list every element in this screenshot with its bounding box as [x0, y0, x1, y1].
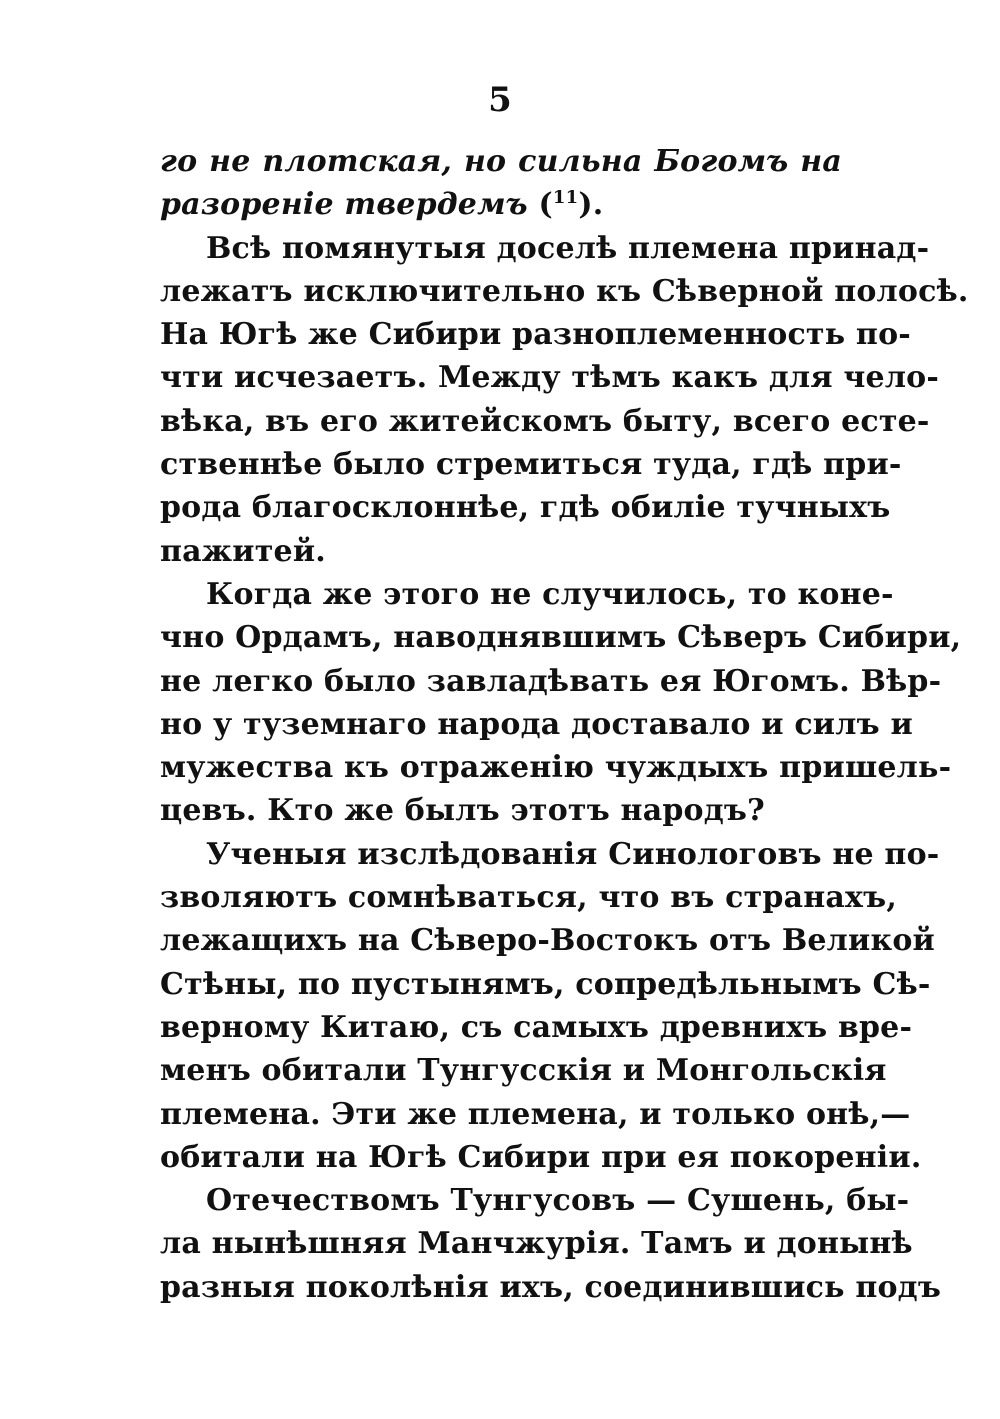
text-line: Отечествомъ Тунгусовъ — Сушень, бы- — [206, 1183, 910, 1219]
text-line: пажитей. — [160, 533, 326, 569]
text-line: вѣка, въ его житейскомъ быту, всего есте- — [160, 403, 930, 439]
text-line: мужества къ отраженiю чуждыхъ пришель- — [160, 750, 952, 786]
text-line: Стѣны, по пустынямъ, сопредѣльнымъ Сѣ- — [160, 966, 931, 1002]
text-line — [160, 183, 842, 226]
text-line: цевъ. Кто же былъ этотъ народъ? — [160, 793, 765, 829]
text-line: но у туземнаго народа доставало и силъ и — [160, 706, 913, 742]
page-number: 5 — [488, 80, 512, 120]
text-line: обитали на Югѣ Сибири при ея покоренiи. — [160, 1139, 922, 1175]
text-line: ственнѣе было стремиться туда, гдѣ при- — [160, 447, 902, 483]
footnote-open: ( — [527, 187, 553, 223]
text-line: чти исчезаетъ. Между тѣмъ какъ для чело- — [160, 360, 940, 396]
text-line: племена. Эти же племена, и только онѣ,— — [160, 1096, 911, 1132]
text-line: го не плотская, но сильна Богомъ на — [160, 144, 842, 179]
page-text — [160, 140, 969, 1309]
text-line: верному Китаю, съ самыхъ древнихъ вре- — [160, 1009, 913, 1045]
text-line: лежатъ исключительно къ Сѣверной полосѣ. — [160, 273, 969, 309]
text-line: Всѣ помянутыя доселѣ племена принад- — [206, 230, 930, 266]
footnote-close: ). — [578, 187, 604, 223]
text-line: зволяютъ сомнѣваться, что въ странахъ, — [160, 880, 897, 916]
text-fragment: разоренiе твердемъ — [160, 187, 528, 223]
text-line: лежащихъ на Сѣверо-Востокъ отъ Великой — [160, 923, 935, 959]
text-line: менъ обитали Тунгусскiя и Монгольскiя — [160, 1053, 887, 1089]
text-line: Когда же этого не случилось, то коне- — [206, 576, 894, 612]
footnote-reference: 11 — [552, 187, 579, 209]
text-line: не легко было завладѣвать ея Югомъ. Вѣр- — [160, 663, 942, 699]
text-line: чно Ордамъ, наводнявшимъ Сѣверъ Сибири, — [160, 620, 962, 656]
text-line: На Югѣ же Сибири разноплеменность по- — [160, 317, 911, 353]
text-line: рода благосклоннѣе, гдѣ обилiе тучныхъ — [160, 490, 891, 526]
text-line: Ученыя изслѣдованiя Синологовъ не по- — [206, 836, 940, 872]
text-line: ла нынѣшняя Манчжурiя. Тамъ и донынѣ — [160, 1226, 913, 1262]
text-line: разныя поколѣнiя ихъ, соединившись подъ — [160, 1269, 942, 1305]
